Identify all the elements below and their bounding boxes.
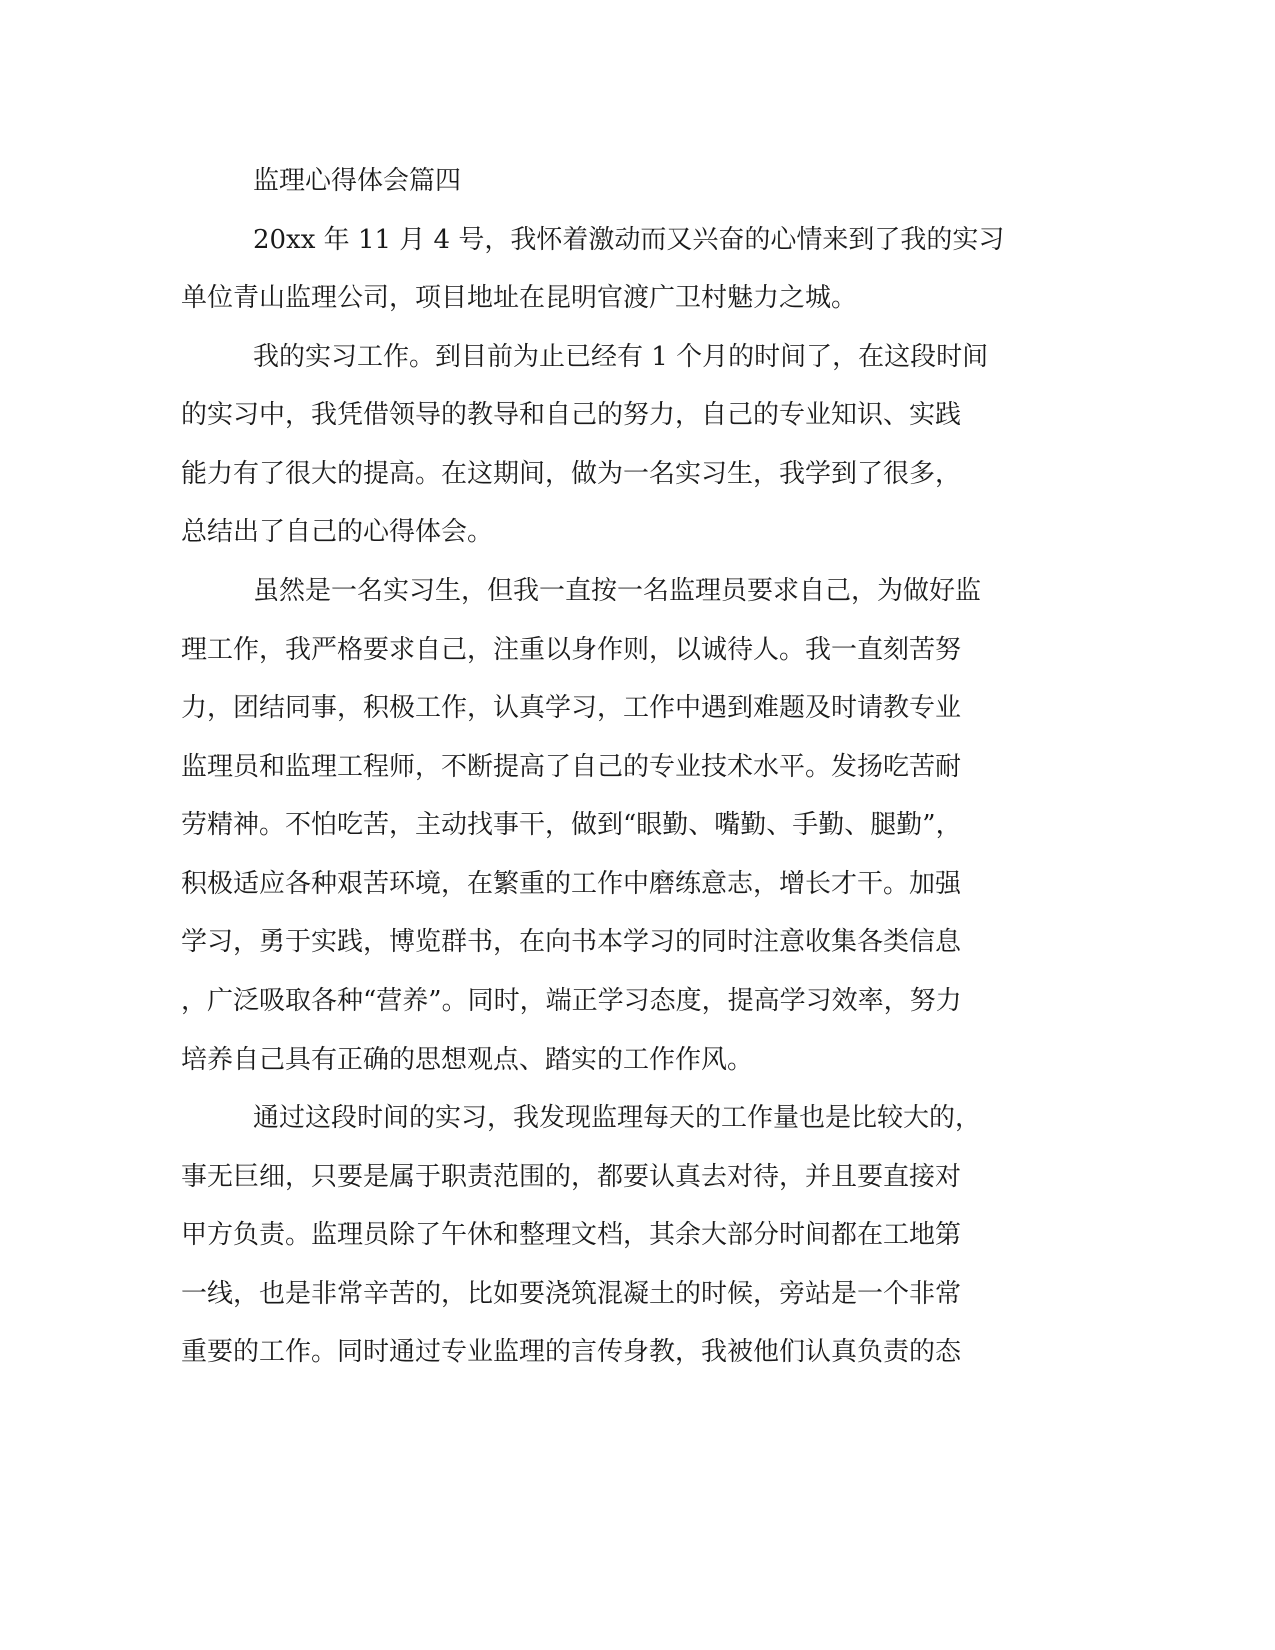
line-text: 劳精神。不怕吃苦，主动找事干，做到“眼勤、嘴勤、手勤、腿勤”，	[181, 810, 962, 840]
line-text: 通过这段时间的实习，我发现监理每天的工作量也是比较大的，	[253, 1103, 982, 1133]
line-text: 培养自己具有正确的思想观点、踏实的工作作风。	[181, 1045, 754, 1075]
text-line	[0, 454, 1275, 494]
text-line	[0, 220, 1275, 260]
text-line	[0, 688, 1275, 728]
text-line	[0, 747, 1275, 787]
line-text: 能力有了很大的提高。在这期间，做为一名实习生，我学到了很多，	[181, 459, 962, 489]
text-line	[0, 1157, 1275, 1197]
line-text: 甲方负责。监理员除了午休和整理文档，其余大部分时间都在工地第	[181, 1220, 962, 1250]
line-text: 虽然是一名实习生，但我一直按一名监理员要求自己，为做好监	[253, 576, 982, 606]
text-line	[0, 1332, 1275, 1372]
line-text: 20xx 年 11 月 4 号，我怀着激动而又兴奋的心情来到了我的实习	[253, 225, 1005, 255]
line-text: 的实习中，我凭借领导的教导和自己的努力，自己的专业知识、实践	[181, 400, 962, 430]
line-text: 一线，也是非常辛苦的，比如要浇筑混凝土的时候，旁站是一个非常	[181, 1279, 962, 1309]
line-text: 事无巨细，只要是属于职责范围的，都要认真去对待，并且要直接对	[181, 1162, 962, 1192]
text-line	[0, 805, 1275, 845]
text-line	[0, 1098, 1275, 1138]
text-line	[0, 1274, 1275, 1314]
document-title	[0, 161, 1275, 201]
line-text: 重要的工作。同时通过专业监理的言传身教，我被他们认真负责的态	[181, 1337, 962, 1367]
text-line	[0, 981, 1275, 1021]
line-text: 积极适应各种艰苦环境，在繁重的工作中磨练意志，增长才干。加强	[181, 869, 962, 899]
text-line	[0, 864, 1275, 904]
line-text: 理工作，我严格要求自己，注重以身作则，以诚待人。我一直刻苦努	[181, 635, 962, 665]
line-text: 力，团结同事，积极工作，认真学习，工作中遇到难题及时请教专业	[181, 693, 962, 723]
line-text: 我的实习工作。到目前为止已经有 1 个月的时间了，在这段时间	[253, 342, 989, 372]
text-line	[0, 630, 1275, 670]
text-line	[0, 571, 1275, 611]
text-line	[0, 337, 1275, 377]
line-text: 监理员和监理工程师，不断提高了自己的专业技术水平。发扬吃苦耐	[181, 752, 962, 782]
line-text: 单位青山监理公司，项目地址在昆明官渡广卫村魅力之城。	[181, 283, 858, 313]
text-line	[0, 278, 1275, 318]
text-line	[0, 922, 1275, 962]
line-text: ，广泛吸取各种“营养”。同时，端正学习态度，提高学习效率，努力	[181, 986, 962, 1016]
text-line	[0, 395, 1275, 435]
text-line	[0, 1215, 1275, 1255]
line-text: 学习，勇于实践，博览群书，在向书本学习的同时注意收集各类信息	[181, 927, 962, 957]
text-line	[0, 512, 1275, 552]
line-text: 总结出了自己的心得体会。	[181, 517, 494, 547]
title-text: 监理心得体会篇四	[253, 166, 462, 196]
text-line	[0, 1040, 1275, 1080]
